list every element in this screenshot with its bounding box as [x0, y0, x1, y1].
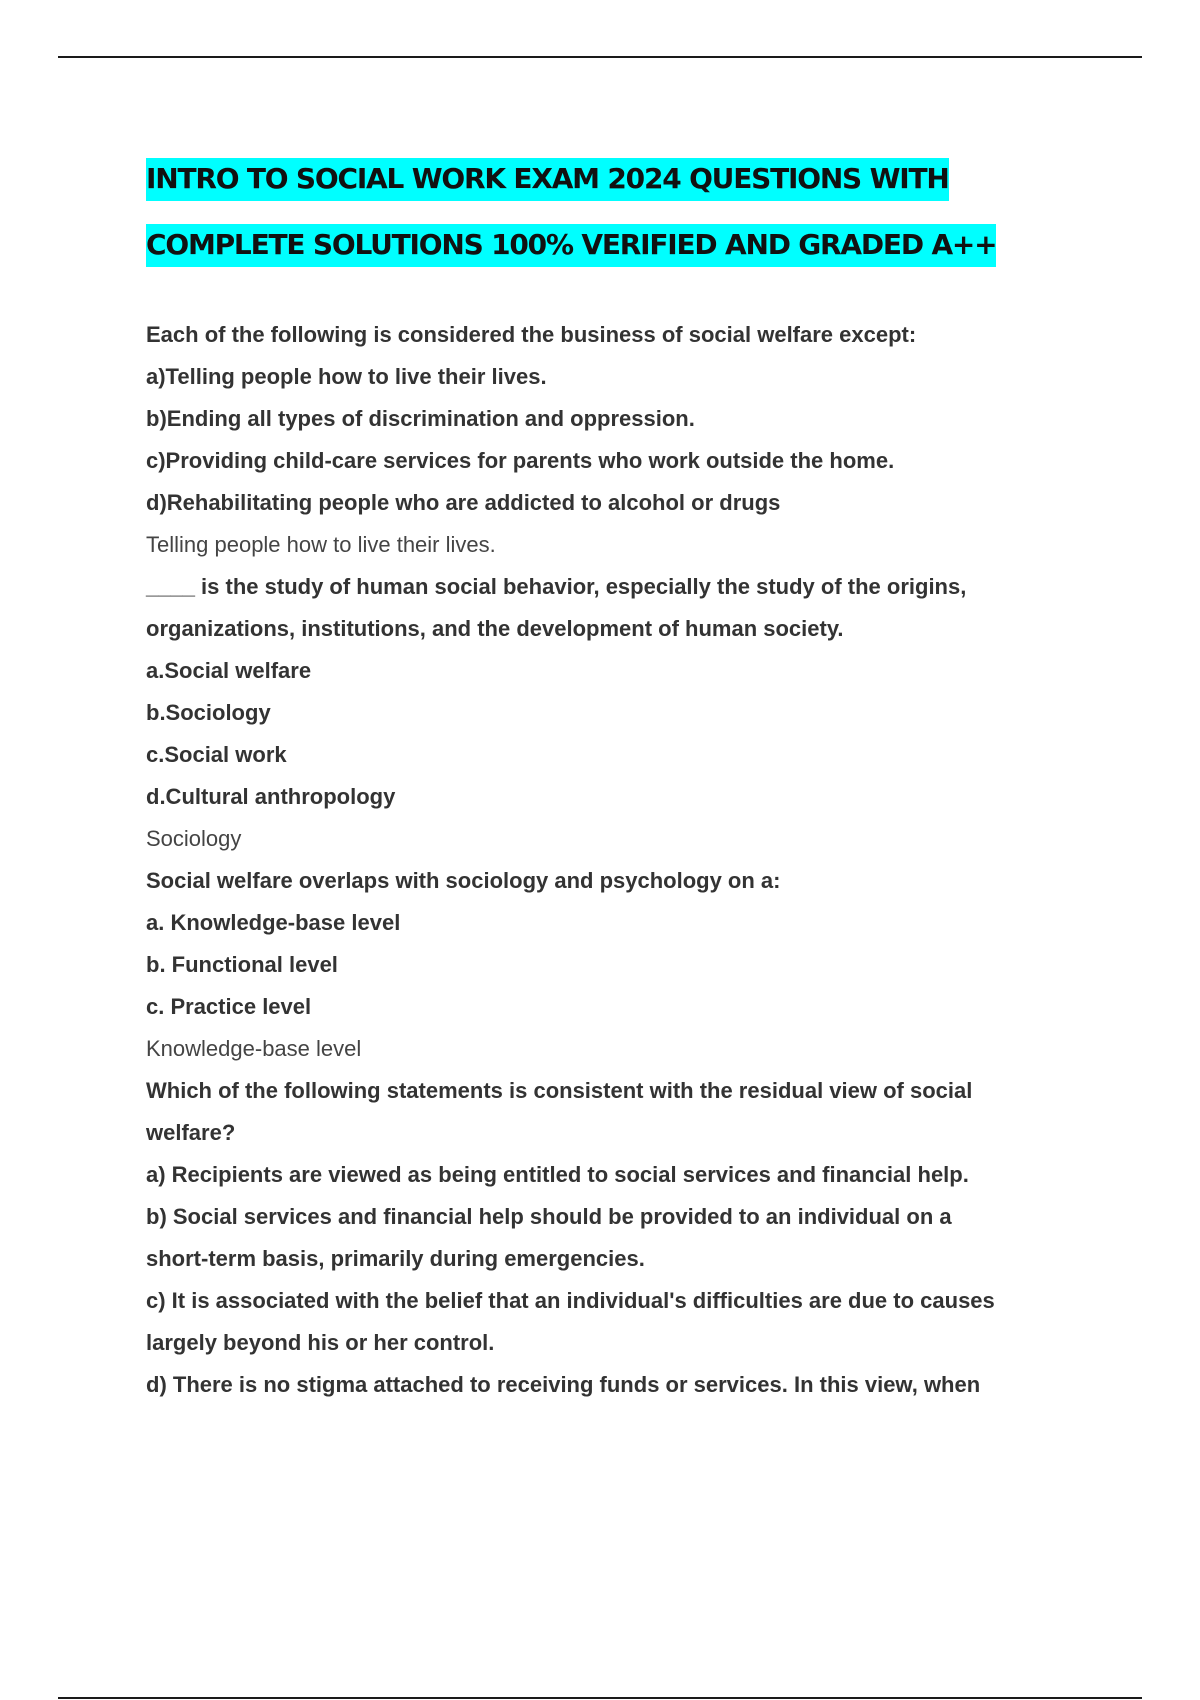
question-option: d.Cultural anthropology	[146, 784, 396, 809]
question-block-3	[146, 860, 1096, 1070]
title-line-1	[146, 146, 1066, 212]
question-stem: welfare?	[146, 1120, 236, 1145]
question-option: b) Social services and financial help should be provided to an individual on a	[146, 1204, 952, 1229]
question-answer: Sociology	[146, 826, 242, 851]
question-stem: Which of the following statements is consistent with the residual view of social	[146, 1078, 973, 1103]
question-option: c) It is associated with the belief that an individual's difficulties are due to causes	[146, 1288, 995, 1313]
question-option: c)Providing child-care services for parents who work outside the home.	[146, 448, 895, 473]
question-stem: ____ is the study of human social behavior, especially the study of the origins,	[146, 574, 967, 599]
question-block-2	[146, 566, 1096, 860]
question-option: largely beyond his or her control.	[146, 1330, 495, 1355]
question-option: b. Functional level	[146, 952, 338, 977]
title-highlight-2: COMPLETE SOLUTIONS 100% VERIFIED AND GRADED A++	[146, 224, 996, 267]
question-answer: Knowledge-base level	[146, 1036, 362, 1061]
question-stem: Each of the following is considered the business of social welfare except:	[146, 322, 917, 347]
question-option: d)Rehabilitating people who are addicted to alcohol or drugs	[146, 490, 781, 515]
header-rule	[58, 56, 1142, 58]
footer-rule	[58, 1697, 1142, 1699]
title-highlight-1: INTRO TO SOCIAL WORK EXAM 2024 QUESTIONS WITH	[146, 158, 949, 201]
question-option: a)Telling people how to live their lives.	[146, 364, 547, 389]
question-answer: Telling people how to live their lives.	[146, 532, 496, 557]
question-option: b.Sociology	[146, 700, 271, 725]
question-option: a. Knowledge-base level	[146, 910, 401, 935]
question-option: a.Social welfare	[146, 658, 312, 683]
question-option: a) Recipients are viewed as being entitled to social services and financial help.	[146, 1162, 969, 1187]
question-option: c. Practice level	[146, 994, 312, 1019]
document-body	[146, 314, 1096, 1406]
question-block-1	[146, 314, 1096, 566]
question-option: b)Ending all types of discrimination and oppression.	[146, 406, 695, 431]
question-stem: organizations, institutions, and the development of human society.	[146, 616, 844, 641]
question-option: d) There is no stigma attached to receiving funds or services. In this view, when	[146, 1372, 981, 1397]
question-option: short-term basis, primarily during emergencies.	[146, 1246, 645, 1271]
question-block-4	[146, 1070, 1096, 1406]
question-stem: Social welfare overlaps with sociology and psychology on a:	[146, 868, 781, 893]
document-title	[146, 146, 1066, 278]
question-option: c.Social work	[146, 742, 287, 767]
title-line-2	[146, 212, 1066, 278]
